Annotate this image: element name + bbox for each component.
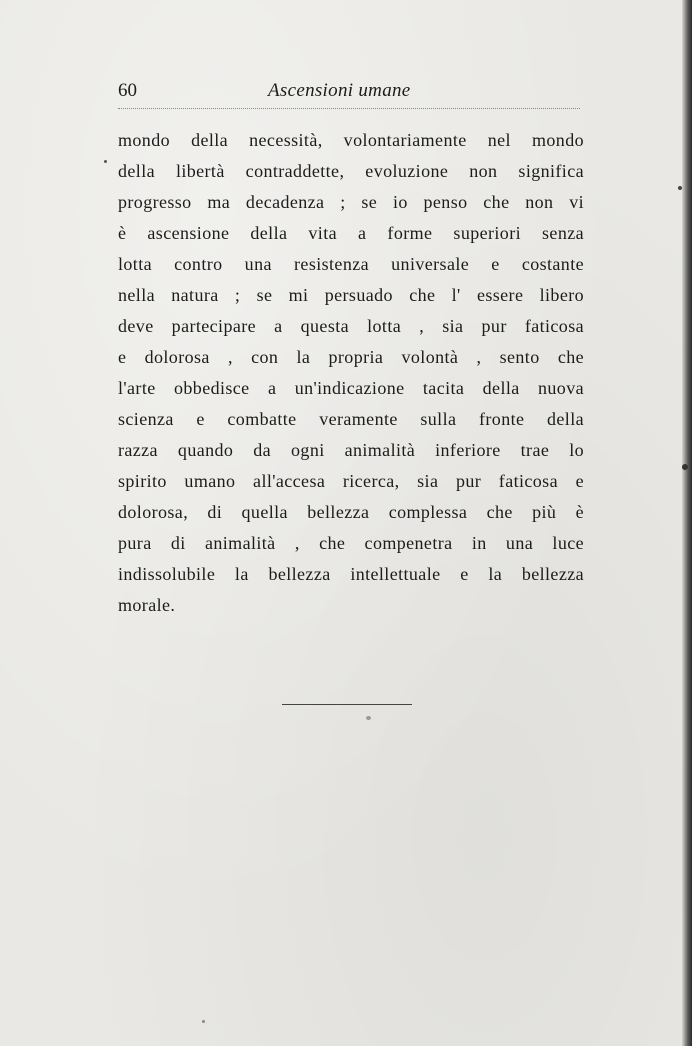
running-title: Ascensioni umane bbox=[268, 80, 411, 101]
text-line: è ascensione della vita a forme superiori senza bbox=[118, 223, 584, 243]
text-line: l'arte obbedisce a un'indicazione tacita della nuova bbox=[118, 378, 584, 398]
text-line: razza quando da ogni animalità inferiore trae lo bbox=[118, 440, 584, 460]
text-line-last: morale. bbox=[118, 595, 176, 615]
text-line: spirito umano all'accesa ricerca, sia pur faticosa e bbox=[118, 471, 584, 491]
page-number: 60 bbox=[118, 80, 137, 101]
text-line: nella natura ; se mi persuado che l' essere libero bbox=[118, 285, 584, 305]
header-rule bbox=[118, 108, 580, 109]
paper-speck bbox=[104, 160, 107, 163]
text-line: progresso ma decadenza ; se io penso che non vi bbox=[118, 192, 584, 212]
paper-speck bbox=[678, 186, 682, 190]
section-end-rule bbox=[282, 704, 412, 705]
paper-speck bbox=[366, 716, 371, 720]
page-edge-shadow bbox=[682, 0, 692, 1046]
text-line: mondo della necessità, volontariamente nel mondo bbox=[118, 130, 584, 150]
page-header bbox=[118, 78, 582, 112]
text-line: indissolubile la bellezza intellettuale e la bellezza bbox=[118, 564, 584, 584]
text-line: della libertà contraddette, evoluzione non significa bbox=[118, 161, 584, 181]
paper-speck bbox=[202, 1020, 205, 1023]
text-line: dolorosa, di quella bellezza complessa che più è bbox=[118, 502, 584, 522]
text-line: pura di animalità , che compenetra in una luce bbox=[118, 533, 584, 553]
text-line: lotta contro una resistenza universale e costante bbox=[118, 254, 584, 274]
text-line: deve partecipare a questa lotta , sia pur faticosa bbox=[118, 316, 584, 336]
text-line: e dolorosa , con la propria volontà , sento che bbox=[118, 347, 584, 367]
paper-speck bbox=[682, 464, 688, 470]
body-text bbox=[118, 125, 584, 621]
text-line: scienza e combatte veramente sulla fronte della bbox=[118, 409, 584, 429]
